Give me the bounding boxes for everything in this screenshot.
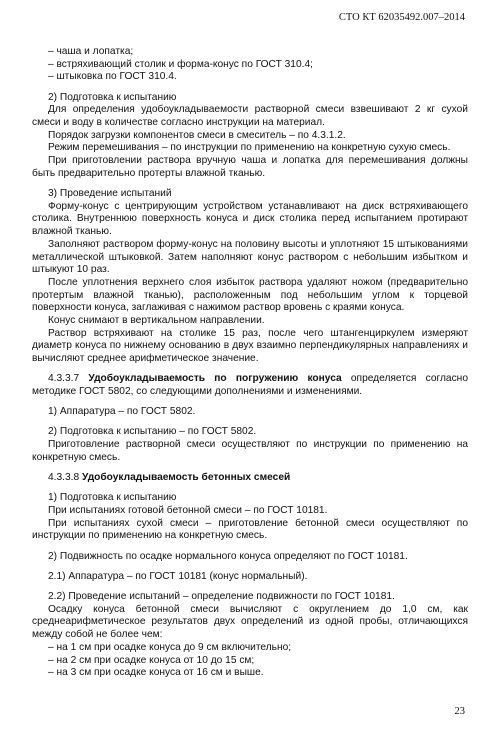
section-text: определяется согласно методике ГОСТ 5802, со следующими дополнениями и изменениями. [32,373,468,398]
paragraph: Для определения удобоукладываемости растворной смеси взвешивают 2 кг сухой смеси и воду в количестве согласно инструкции на материал. [32,104,468,129]
list-item: – на 1 см при осадке конуса до 9 см включительно; [48,641,292,653]
section-4-3-3-8 [32,472,468,485]
section-number: 4.3.3.7 [48,373,80,385]
section-title: Удобоукладываемость по погружению конуса [88,373,342,385]
document-body [32,46,468,680]
paragraph: При приготовлении раствора вручную чаша и лопатка для перемешивания должны быть предварительно протерты влажной тканью. [32,155,468,179]
list-item: – чаша и лопатка; [48,46,134,57]
paragraph: Осадку конуса бетонной смеси вычисляют с округлением до 1,0 см, как среднеарифметическое результатов двух определений из одной пробы, отличающихся между собой не более чем: [32,603,468,641]
step-heading: 1) Аппаратура – по ГОСТ 5802. [48,406,196,418]
step-heading: 3) Проведение испытаний [48,188,172,200]
paragraph: Порядок загрузки компонентов смеси в смеситель – по 4.3.1.2. [48,129,346,141]
paragraph: 2.2) Проведение испытаний – определение подвижности по ГОСТ 10181. [48,591,395,603]
document-code-header: СТО КТ 62035492.007–2014 [338,12,465,23]
list-item: – встряхивающий столик и форма-конус по ГОСТ 310.4; [48,58,313,70]
paragraph: После уплотнения верхнего слоя избыток раствора удаляют ножом (предварительно протертым влажной тканью), расположенным под небольшим углом к торцевой поверхности конуса, заглаживая с нажимом раствор вровень с краями конуса. [32,276,468,314]
paragraph: Заполняют раствором форму-конус на половину высоты и уплотняют 15 штыкованиями металлической штыковкой. Затем наполняют конус раствором с небольшим избытком и штыкуют 10 раз. [32,238,468,276]
step-heading: 2) Подготовка к испытанию [48,91,177,103]
page-number: 23 [454,706,465,717]
list-item: – на 3 см при осадке конуса от 16 см и выше. [48,667,264,679]
list-item: – на 2 см при осадке конуса от 10 до 15 см; [48,654,255,666]
step-heading: 2) Подготовка к испытанию – по ГОСТ 5802. [48,426,257,438]
paragraph: 2.1) Аппаратура – по ГОСТ 10181 (конус нормальный). [48,570,308,582]
section-number: 4.3.3.8 [48,472,80,484]
paragraph: 2) Подвижность по осадке нормального конуса определяют по ГОСТ 10181. [48,550,408,562]
list-item: – штыковка по ГОСТ 310.4. [48,71,177,83]
paragraph: Режим перемешивания – по инструкции по применению на конкретную сухую смесь. [48,142,451,154]
paragraph: При испытаниях готовой бетонной смеси – по ГОСТ 10181. [48,505,328,516]
step-heading: 1) Подготовка к испытанию [48,492,177,504]
paragraph: Раствор встряхивают на столике 15 раз, после чего штангенциркулем измеряют диаметр конуса по нижнему основанию в двух взаимно перпендикулярных направлениях и вычисляют среднее арифметическое значение. [32,327,468,365]
paragraph: При испытаниях сухой смеси – приготовление бетонной смеси осуществляют по инструкции по применению на конкретную смесь. [32,517,468,542]
section-title: Удобоукладываемость бетонных смесей [82,472,291,484]
paragraph: Конус снимают в вертикальном направлении. [48,315,265,327]
paragraph: Форму-конус с центрирующим устройством устанавливают на диск встряхивающего столика. Внутреннюю поверхность конуса и диск столика перед испытанием протирают влажной тканью. [32,200,468,238]
paragraph: Приготовление растворной смеси осуществляют по инструкции по применению на конкретную смесь. [32,439,468,463]
section-4-3-3-7 [32,373,468,398]
